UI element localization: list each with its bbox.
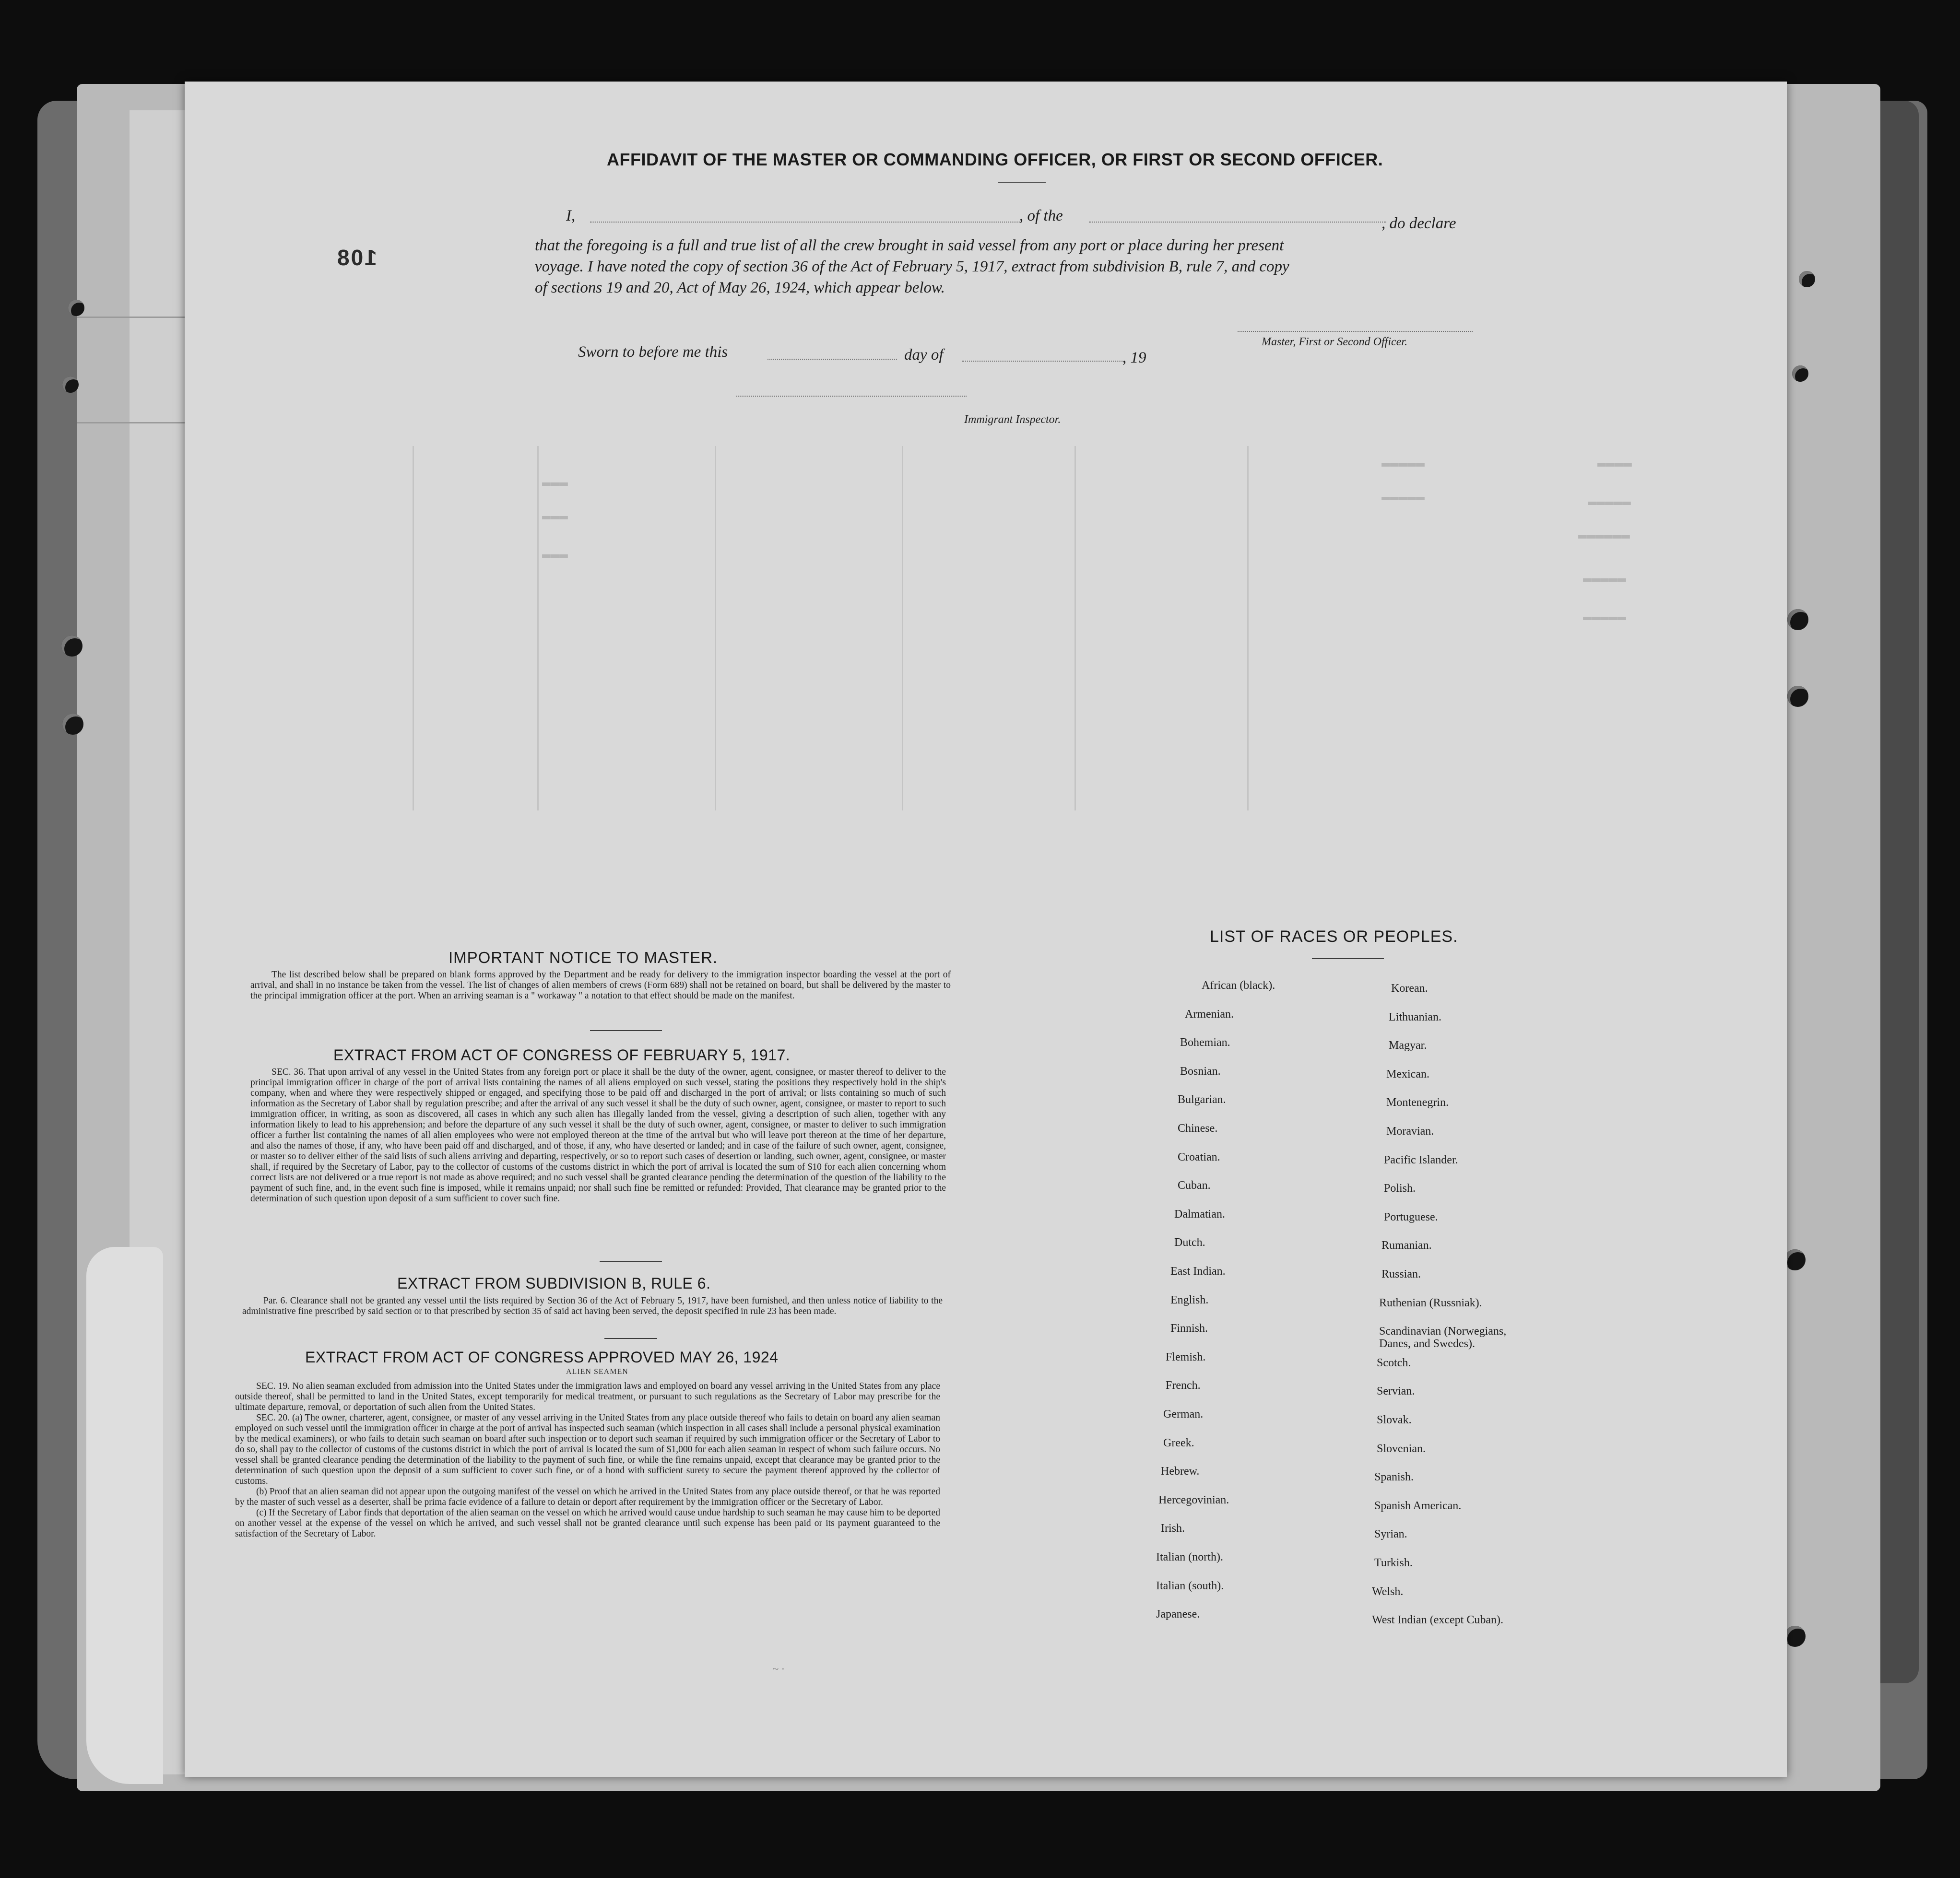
race-item-left: Irish. — [1161, 1522, 1185, 1535]
curled-sheet-corner — [86, 1247, 163, 1784]
race-item-right: Spanish. — [1374, 1471, 1414, 1483]
extract-1917-title: EXTRACT FROM ACT OF CONGRESS OF FEBRUARY 5, 1917. — [333, 1046, 791, 1064]
sec-20b-paragraph: (b) Proof that an alien seaman did not appear upon the outgoing manifest of the vessel on which he arrived in the United States from any place outside thereof, or that he was reported by the master of such vessel as a deserter, shall be prima facie evidence of a failure to detain or deport after requirement by the immigration officer or the Secretary of Labor. — [235, 1487, 940, 1507]
bleed-through-column-rule — [537, 446, 539, 810]
bleed-through-text: ▬▬▬ — [542, 508, 568, 525]
notice-text — [250, 970, 951, 1001]
race-item-left: Japanese. — [1156, 1608, 1200, 1620]
race-item-right: Korean. — [1391, 982, 1428, 995]
race-item-right: Moravian. — [1386, 1125, 1434, 1138]
par-6-paragraph: Par. 6. Clearance shall not be granted any vessel until the lists required by Section 36 of the Act of February 5, 1917, have been furnished, and then unless notice of liability to the administrative fine prescribed by said section or to that prescribed by section 35 of said act having been served, the deposit specified in rule 23 has been made. — [242, 1296, 943, 1316]
race-item-left: French. — [1166, 1379, 1201, 1392]
sec-20a-paragraph: SEC. 20. (a) The owner, charterer, agent, consignee, or master of any vessel arriving in the United States from any place outside thereof who fails to detain on board any alien seaman employed on such vessel until the immigration officer in charge at the port of arrival has inspected such seaman (which inspection in all cases shall include a personal physical examination by the medical examiners), or who fails to detain such seaman on board after such inspection or to deport such seaman if required by such immigration officer or the Secretary of Labor to do so, shall pay to the collector of customs of the customs district in which the port of arrival is located the sum of $1,000 for each alien seaman in respect of whom such failure occurs. No vessel shall be granted clearance pending the determination of the liability to the payment of such fine, or while the fine remains unpaid, except that clearance may be granted prior to the determination of such question upon the deposit of a sum sufficient to cover such fine, or of a bond with sufficient surety to secure the payment thereof approved by the collector of customs. — [235, 1413, 940, 1486]
race-item-right: Servian. — [1377, 1385, 1415, 1397]
race-item-left: Bohemian. — [1180, 1036, 1230, 1049]
race-item-right: Lithuanian. — [1389, 1011, 1441, 1023]
race-item-left: East Indian. — [1170, 1265, 1226, 1278]
sworn-year: , 19 — [1122, 349, 1146, 366]
extract-rule6-text — [242, 1296, 943, 1317]
affidavit-of-the: , of the — [1019, 207, 1063, 224]
bleed-through-column-rule — [1074, 446, 1076, 810]
races-title-underline — [1312, 958, 1384, 959]
extract-1924-text — [235, 1381, 940, 1539]
race-item-left: English. — [1170, 1294, 1209, 1306]
race-item-right: Ruthenian (Russniak). — [1379, 1297, 1482, 1309]
race-item-right: Scotch. — [1377, 1357, 1411, 1369]
race-item-right: Turkish. — [1374, 1557, 1413, 1569]
bleed-through-text: ▬▬▬▬▬ — [1381, 489, 1425, 505]
races-title: LIST OF RACES OR PEOPLES. — [1210, 927, 1458, 946]
inspector-label: Immigrant Inspector. — [964, 413, 1061, 426]
section-divider — [604, 1338, 657, 1339]
race-item-left: Greek. — [1163, 1437, 1194, 1449]
punch-hole — [1787, 686, 1808, 707]
bleed-through-column-rule — [413, 446, 414, 810]
race-item-left: Bulgarian. — [1178, 1093, 1226, 1106]
affidavit-title: AFFIDAVIT OF THE MASTER OR COMMANDING OFFICER, OR FIRST OR SECOND OFFICER. — [607, 150, 1383, 169]
race-item-left: Bosnian. — [1180, 1065, 1221, 1078]
bleed-through-column-rule — [1247, 446, 1249, 810]
punch-hole — [1787, 609, 1808, 630]
race-item-right: Russian. — [1381, 1268, 1421, 1280]
sworn-day-blank — [767, 359, 897, 360]
race-item-right: Spanish American. — [1374, 1500, 1462, 1512]
bleed-through-text: ▬▬▬▬▬ — [1583, 609, 1627, 625]
signature-blank — [1238, 331, 1473, 332]
sworn-month-blank — [962, 361, 1125, 362]
affidavit-line-3: voyage. I have noted the copy of section 36 of the Act of February 5, 1917, extract from subdivision B, rule 7, and copy — [535, 258, 1289, 275]
race-item-right: Rumanian. — [1381, 1239, 1432, 1252]
bleed-through-text: ▬▬▬▬ — [1597, 456, 1632, 472]
race-item-left: Italian (north). — [1156, 1551, 1223, 1563]
race-item-left: German. — [1163, 1408, 1204, 1420]
underlying-sheet-rule — [77, 422, 187, 423]
signature-label: Master, First or Second Officer. — [1262, 336, 1407, 348]
bleed-through-column-rule — [902, 446, 903, 810]
bleed-through-column-rule — [715, 446, 716, 810]
race-item-left: Croatian. — [1178, 1151, 1220, 1163]
race-item-right: Welsh. — [1372, 1585, 1404, 1598]
punch-hole — [1799, 271, 1815, 287]
notice-title: IMPORTANT NOTICE TO MASTER. — [449, 949, 718, 966]
section-divider — [590, 1030, 662, 1031]
race-item-right: Portuguese. — [1384, 1211, 1438, 1223]
alien-seamen-subtitle: ALIEN SEAMEN — [566, 1368, 628, 1376]
race-item-left: Flemish. — [1166, 1351, 1206, 1363]
affidavit-line-2: that the foregoing is a full and true list of all the crew brought in said vessel from any port or place during her present — [535, 237, 1284, 254]
race-item-right: Syrian. — [1374, 1528, 1407, 1540]
race-item-left: African (black). — [1202, 979, 1275, 992]
race-item-left: Hercegovinian. — [1158, 1494, 1229, 1506]
bleed-through-text: ▬▬▬▬▬ — [1381, 456, 1425, 472]
stray-pencil-mark: ~ · — [772, 1663, 784, 1676]
affidavit-do-declare: , do declare — [1381, 215, 1456, 232]
extract-1917-text — [250, 1067, 946, 1204]
race-item-left: Hebrew. — [1161, 1465, 1200, 1478]
sec-19-paragraph: SEC. 19. No alien seaman excluded from admission into the United States under the immigration laws and employed on board any vessel arriving in the United States from any place outside thereof, shall be permitted to land in the United States, except temporarily for medical treatment, or pursuant to such regulations as the Secretary of Labor may prescribe for the ultimate departure, removal, or deportation of such alien from the United States. — [235, 1381, 940, 1412]
bleed-through-text: ▬▬▬ — [542, 475, 568, 491]
title-underline — [998, 182, 1046, 183]
punch-hole — [62, 714, 83, 735]
race-item-right: Pacific Islander. — [1384, 1154, 1458, 1166]
sec-20c-paragraph: (c) If the Secretary of Labor finds that deportation of the alien seaman on the vessel on which he arrived would cause undue hardship to such seaman he may cause him to be deported on another vessel at the expense of the vessel on which he arrived, and such vessel shall not be granted clearance until such expense has been paid or its payment guaranteed to the satisfaction of the Secretary of Labor. — [235, 1508, 940, 1539]
punch-hole — [1784, 1626, 1806, 1647]
race-item-left: Cuban. — [1178, 1179, 1211, 1192]
race-item-right: Slovak. — [1377, 1414, 1412, 1426]
margin-page-number: 108 — [336, 245, 377, 270]
punch-hole — [62, 376, 79, 393]
affidavit-i: I, — [566, 207, 576, 224]
affidavit-line-4: of sections 19 and 20, Act of May 26, 1924, which appear below. — [535, 279, 945, 296]
bleed-through-text: ▬▬▬▬▬▬ — [1578, 528, 1630, 544]
race-item-left: Dutch. — [1174, 1236, 1205, 1249]
extract-1924-title: EXTRACT FROM ACT OF CONGRESS APPROVED MAY 26, 1924 — [305, 1349, 779, 1366]
race-item-left: Dalmatian. — [1174, 1208, 1225, 1221]
bleed-through-text: ▬▬▬ — [542, 547, 568, 563]
bleed-through-text: ▬▬▬▬▬ — [1588, 494, 1631, 510]
section-36-paragraph: SEC. 36. That upon arrival of any vessel in the United States from any foreign port or place it shall be the duty of the owner, agent, consignee, or master thereof to deliver to the principal immigration officer in charge of the port of arrival lists containing the names of all aliens employed on such vessel, stating the positions they respectively hold in the ship's company, when and where they were respectively shipped or engaged, and specifying those to be paid off and discharged in the port of arrival; or lists containing so much of such information as the Secretary of Labor shall by regulation prescribe; and after the arrival of any such vessel it shall be the duty of such owner, agent, consignee, or master to report to such immigration officer, in writing, as soon as discovered, all cases in which any such alien has illegally landed from the vessel, giving a description of such alien, together with any information likely to lead to his apprehension; and before the departure of any such vessel it shall be the duty of such owner, agent, consignee, or master to deliver to such immigration officer a further list containing the names of all alien employees who were not employed thereon at the time of the arrival but who will leave port thereon at the time of her departure, and also the names of those, if any, who have been paid off and discharged, and of those, if any, who have deserted or landed; and in case of the failure of such owner, agent, consignee, or master so to deliver either of the said lists of such aliens arriving and departing, respectively, or so to report such cases of desertion or landing, such owner, agent, consignee, or master shall, if required by the Secretary of Labor, pay to the collector of customs of the customs district in which the port of arrival is located the sum of $10 for each alien concerning whom correct lists are not delivered or a true report is not made as above required; and no such vessel shall be granted clearance pending the determination of the question of the liability to the payment of such fine, and, in the event such fine is imposed, while it remains unpaid; nor shall such fine be remitted or refunded: Provided, That clearance may be granted prior to the determination of such question upon deposit of a sum sufficient to cover such fine. — [250, 1067, 946, 1204]
race-item-right: Polish. — [1384, 1182, 1416, 1195]
race-item-left: Finnish. — [1170, 1322, 1208, 1335]
sworn-day-of: day of — [904, 346, 944, 364]
bleed-through-text: ▬▬▬▬▬ — [1583, 571, 1627, 587]
race-item-left: Chinese. — [1178, 1122, 1218, 1135]
vessel-blank — [1089, 222, 1386, 223]
race-item-left: Italian (south). — [1156, 1580, 1224, 1592]
race-item-right: Scandinavian (Norwegians, Danes, and Swedes). — [1379, 1325, 1507, 1350]
punch-hole — [1792, 365, 1808, 382]
race-item-right: Montenegrin. — [1386, 1096, 1449, 1109]
inspector-signature-blank — [736, 396, 967, 397]
notice-paragraph: The list described below shall be prepared on blank forms approved by the Department and be ready for delivery to the immigration inspector boarding the vessel at the port of arrival, and shall in no instance be taken from the vessel. The list of changes of alien members of crews (Form 689) shall not be retained on board, but shall be delivered by the master to the principal immigration officer at the port. When an arriving seaman is a " workaway " a notation to that effect should be made on the manifest. — [250, 970, 951, 1001]
extract-rule6-title: EXTRACT FROM SUBDIVISION B, RULE 6. — [397, 1275, 711, 1292]
race-item-right: West Indian (except Cuban). — [1372, 1614, 1503, 1626]
punch-hole — [61, 635, 83, 657]
race-item-left: Armenian. — [1185, 1008, 1234, 1021]
name-blank — [590, 222, 1022, 223]
race-item-right: Mexican. — [1386, 1068, 1429, 1080]
race-item-right: Magyar. — [1389, 1039, 1427, 1052]
race-item-right: Slovenian. — [1377, 1443, 1426, 1455]
section-divider — [600, 1261, 662, 1262]
sworn-text: Sworn to before me this — [578, 343, 728, 361]
underlying-sheet-rule — [77, 317, 187, 318]
punch-hole — [68, 300, 84, 316]
punch-hole — [1784, 1249, 1806, 1270]
